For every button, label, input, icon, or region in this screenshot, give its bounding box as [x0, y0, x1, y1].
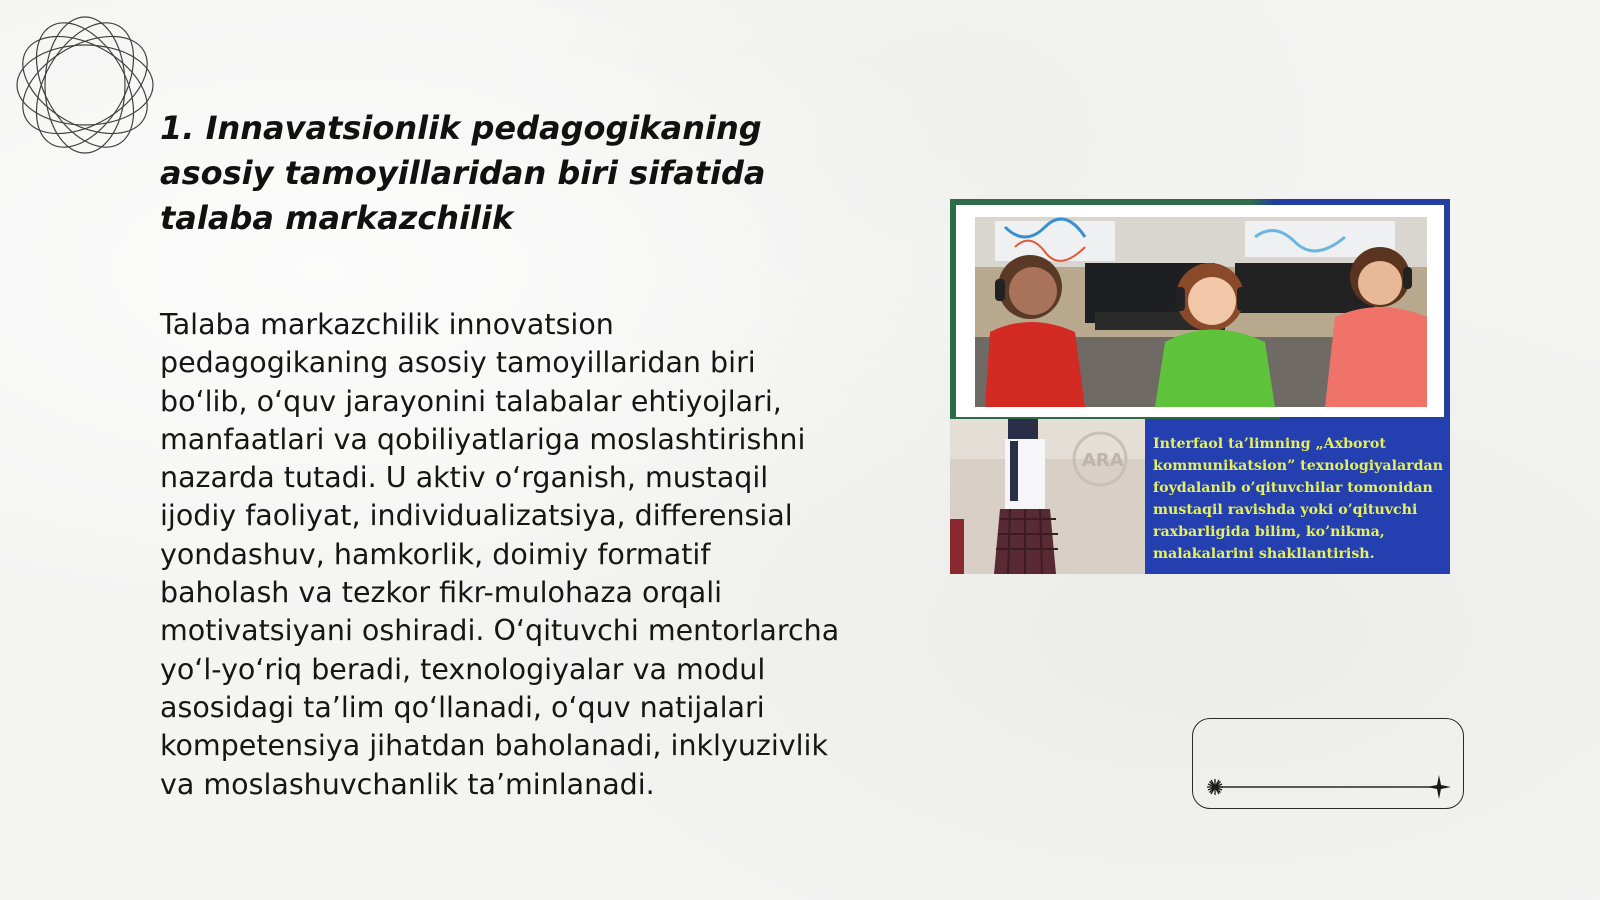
- classroom-image-card: [950, 199, 1450, 574]
- caption-box: [1145, 419, 1450, 574]
- slide-title: 1. Innavatsionlik pedagogikaning asosiy tamoyillaridan biri sifatida talaba markazchilik: [160, 109, 766, 237]
- image-caption: Interfaol ta’limning „Axborot kommunikatsion” texnologiyalardan foydalanib o’qituvchilar tomonidan mustaqil ravishda yoki o’qituvchi raxbarligida bilim, ko’nikma, malakalarini shakllantirish.: [1153, 436, 1444, 562]
- sparkle-icon: [1427, 775, 1451, 799]
- student-standing-photo: [950, 419, 1145, 574]
- timeline-decoration: [1192, 718, 1464, 809]
- sunburst-icon: [1207, 779, 1223, 795]
- slide-body-text: Talaba markazchilik innovatsion pedagogikaning asosiy tamoyillaridan biri bo‘lib, o‘quv jarayonini talabalar ehtiyojlari, manfaatlari va qobiliyatlariga moslashtirishni nazarda tutadi. U aktiv o‘rganish, mustaqil ijodiy faoliyat, individualizatsiya, differensial yondashuv, hamkorlik, doimiy formatif baholash va tezkor fikr-mulohaza orqali motivatsiyani oshiradi. O‘qituvchi mentorlarcha yo‘l-yo‘riq beradi, texnologiyalar va modul asosidagi ta’lim qo‘llanadi, o‘quv natijalari kompetensiya jihatdan baholanadi, inklyuzivlik va moslashuvchanlik ta’minlanadi.: [160, 308, 840, 801]
- watermark-text: ARA: [1082, 450, 1124, 471]
- circles-ornament-icon: [10, 10, 160, 160]
- students-at-computers-photo: [975, 217, 1427, 407]
